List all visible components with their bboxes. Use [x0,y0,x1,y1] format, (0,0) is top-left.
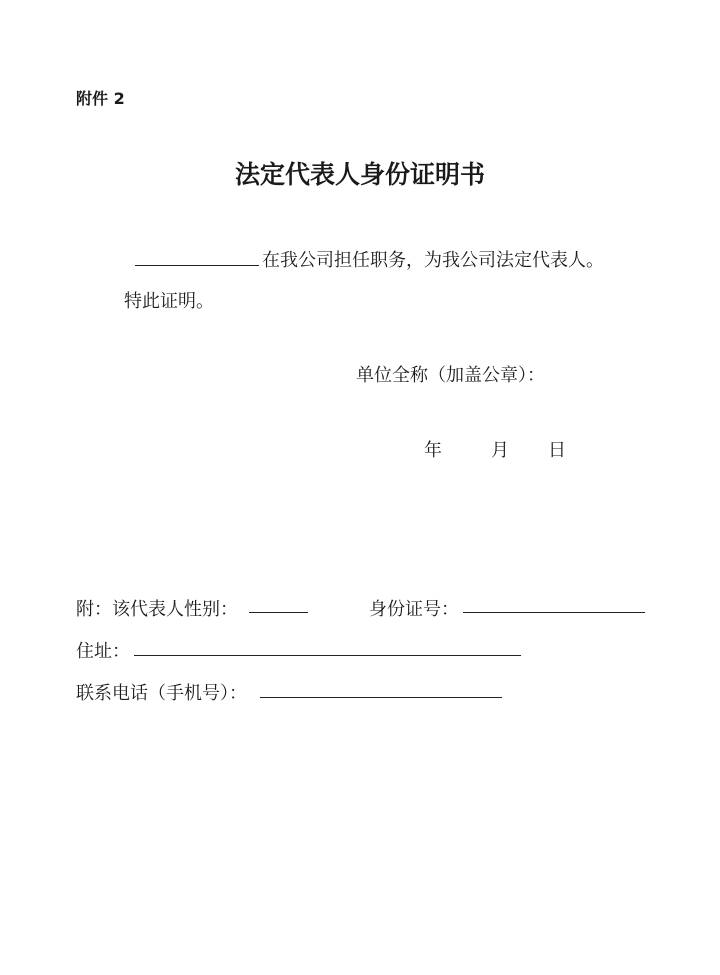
phone-label: 联系电话（手机号）： [76,683,247,704]
date-year-label: 年 [424,440,442,461]
date-day-label: 日 [548,440,566,461]
statement-text: 在我公司担任职务，为我公司法定代表人。 [262,250,604,271]
name-blank-field[interactable] [135,265,259,266]
unit-name-label: 单位全称（加盖公章）： [356,365,545,386]
phone-blank-field[interactable] [260,697,502,698]
document-title: 法定代表人身份证明书 [234,160,485,189]
certify-text: 特此证明。 [124,291,214,312]
gender-label: 附：该代表人性别： [76,599,238,620]
id-number-label: 身份证号： [369,599,459,620]
attachment-label: 附件 2 [76,89,125,108]
date-month-label: 月 [491,440,509,461]
gender-blank-field[interactable] [249,612,308,613]
address-blank-field[interactable] [134,655,521,656]
id-number-blank-field[interactable] [463,612,645,613]
address-label: 住址： [76,641,130,662]
